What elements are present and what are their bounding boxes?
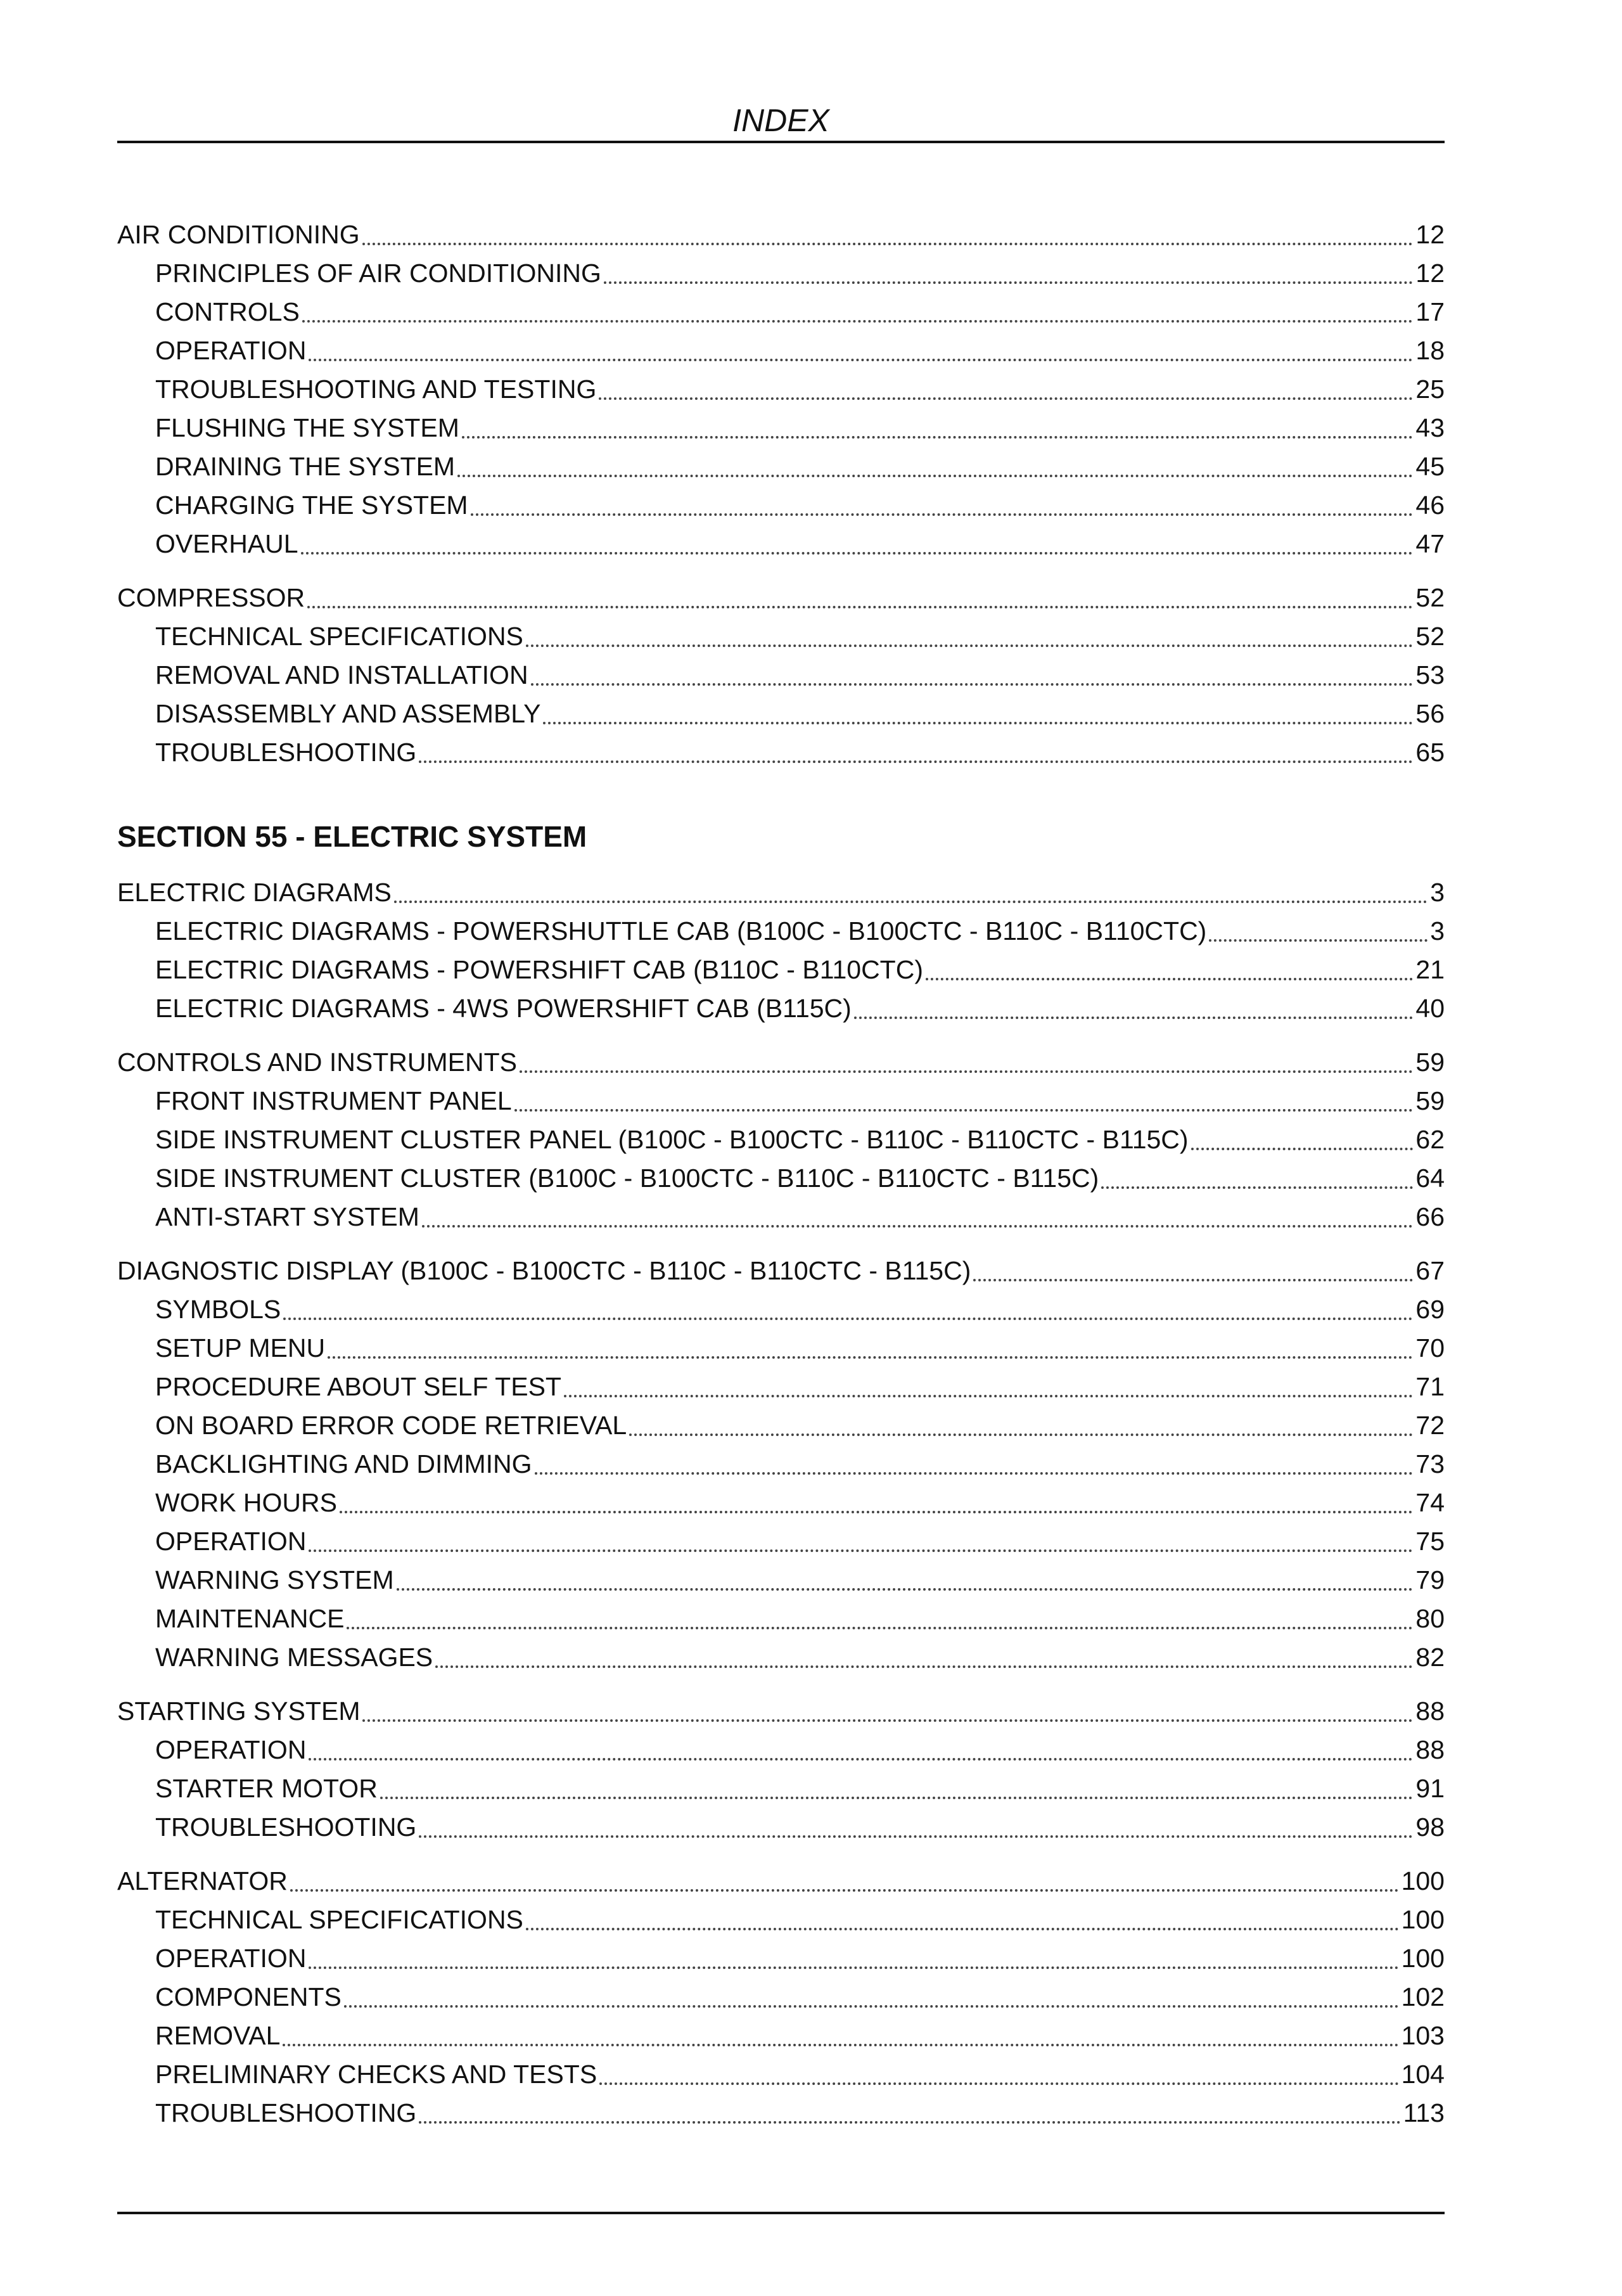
entry-title: AIR CONDITIONING xyxy=(117,220,360,249)
dot-leader xyxy=(347,1627,1413,1629)
toc-group xyxy=(117,215,1445,563)
entry-title: ANTI-START SYSTEM xyxy=(155,1202,419,1231)
dot-leader xyxy=(926,978,1413,980)
entry-title: ELECTRIC DIAGRAMS xyxy=(117,878,392,907)
dot-leader xyxy=(471,513,1414,516)
dot-leader xyxy=(309,1549,1413,1552)
page-number: 17 xyxy=(1415,297,1445,326)
toc-entry[interactable] xyxy=(117,579,1445,617)
page-number: 69 xyxy=(1415,1295,1445,1324)
toc-group xyxy=(117,1252,1445,1677)
entry-title: FLUSHING THE SYSTEM xyxy=(155,413,459,442)
page-number: 3 xyxy=(1430,916,1445,946)
entry-title: MAINTENANCE xyxy=(155,1604,345,1633)
toc-subentry[interactable] xyxy=(117,1329,1445,1368)
toc-subentry[interactable] xyxy=(117,1939,1445,1978)
entry-title: SIDE INSTRUMENT CLUSTER (B100C - B100CTC - B110C - B110CTC - B115C) xyxy=(155,1164,1099,1193)
entry-title: FRONT INSTRUMENT PANEL xyxy=(155,1086,512,1115)
toc-subentry[interactable] xyxy=(117,1120,1445,1159)
toc-subentry[interactable] xyxy=(117,1638,1445,1677)
dot-leader xyxy=(543,722,1413,724)
dot-leader xyxy=(301,552,1414,555)
page-number: 102 xyxy=(1401,1982,1445,2011)
page-number: 66 xyxy=(1415,1202,1445,1231)
toc-group xyxy=(117,1692,1445,1847)
entry-title: COMPRESSOR xyxy=(117,583,305,612)
dot-leader xyxy=(302,320,1414,323)
toc-subentry[interactable] xyxy=(117,1561,1445,1600)
dot-leader xyxy=(309,359,1413,361)
toc-subentry[interactable] xyxy=(117,1522,1445,1561)
entry-title: CONTROLS xyxy=(155,297,300,326)
entry-title: DIAGNOSTIC DISPLAY (B100C - B100CTC - B110C - B110CTC - B115C) xyxy=(117,1256,971,1285)
entry-title: ELECTRIC DIAGRAMS - 4WS POWERSHIFT CAB (B115C) xyxy=(155,994,852,1023)
page-number: 79 xyxy=(1415,1565,1445,1594)
page-number: 71 xyxy=(1415,1372,1445,1401)
page-number: 100 xyxy=(1401,1944,1445,1973)
toc-subentry[interactable] xyxy=(117,1159,1445,1198)
toc-subentry[interactable] xyxy=(117,1406,1445,1445)
toc-subentry[interactable] xyxy=(117,331,1445,370)
dot-leader xyxy=(290,1889,1399,1892)
toc-subentry[interactable] xyxy=(117,254,1445,293)
dot-leader xyxy=(1209,939,1427,942)
page-number: 65 xyxy=(1415,738,1445,767)
page-number: 88 xyxy=(1415,1696,1445,1726)
page-number: 12 xyxy=(1415,220,1445,249)
dot-leader xyxy=(362,243,1414,245)
toc-groups-section-55 xyxy=(117,873,1445,2132)
page-number: 74 xyxy=(1415,1488,1445,1517)
entry-title: CONTROLS AND INSTRUMENTS xyxy=(117,1048,517,1077)
dot-leader xyxy=(531,683,1414,686)
toc-subentry[interactable] xyxy=(117,1769,1445,1808)
entry-title: PRELIMINARY CHECKS AND TESTS xyxy=(155,2060,597,2089)
page-number: 91 xyxy=(1415,1774,1445,1803)
toc-entry[interactable] xyxy=(117,215,1445,254)
dot-leader xyxy=(564,1395,1413,1397)
page-number: 62 xyxy=(1415,1125,1445,1154)
page-number: 103 xyxy=(1401,2021,1445,2050)
page-number: 88 xyxy=(1415,1735,1445,1764)
dot-leader xyxy=(422,1225,1414,1228)
toc-entry[interactable] xyxy=(117,1252,1445,1290)
toc-subentry[interactable] xyxy=(117,2094,1445,2132)
toc-group xyxy=(117,873,1445,1028)
toc-subentry[interactable] xyxy=(117,370,1445,409)
dot-leader xyxy=(380,1797,1414,1799)
toc-subentry[interactable] xyxy=(117,1600,1445,1638)
page-number: 75 xyxy=(1415,1527,1445,1556)
toc-subentry[interactable] xyxy=(117,525,1445,563)
page-number: 64 xyxy=(1415,1164,1445,1193)
toc-subentry[interactable] xyxy=(117,733,1445,772)
entry-title: DRAINING THE SYSTEM xyxy=(155,452,456,481)
toc-entry[interactable] xyxy=(117,873,1445,912)
entry-title: DISASSEMBLY AND ASSEMBLY xyxy=(155,699,541,728)
dot-leader xyxy=(520,1070,1413,1073)
toc-subentry[interactable] xyxy=(117,486,1445,525)
entry-title: TROUBLESHOOTING xyxy=(155,2098,417,2127)
page-number: 53 xyxy=(1415,660,1445,689)
entry-title: ON BOARD ERROR CODE RETRIEVAL xyxy=(155,1411,627,1440)
toc-subentry[interactable] xyxy=(117,1978,1445,2017)
dot-leader xyxy=(604,281,1413,284)
entry-title: TROUBLESHOOTING xyxy=(155,738,417,767)
dot-leader xyxy=(362,1719,1413,1722)
entry-title: WARNING SYSTEM xyxy=(155,1565,394,1594)
entry-title: TECHNICAL SPECIFICATIONS xyxy=(155,1905,523,1934)
entry-title: PROCEDURE ABOUT SELF TEST xyxy=(155,1372,561,1401)
page-number: 98 xyxy=(1415,1812,1445,1842)
entry-title: ELECTRIC DIAGRAMS - POWERSHUTTLE CAB (B100C - B100CTC - B110C - B110CTC) xyxy=(155,916,1207,946)
page-number: 45 xyxy=(1415,452,1445,481)
toc-subentry[interactable] xyxy=(117,2017,1445,2055)
toc-subentry[interactable] xyxy=(117,1901,1445,1939)
page-number: 47 xyxy=(1415,529,1445,558)
dot-leader xyxy=(394,901,1427,903)
entry-title: PRINCIPLES OF AIR CONDITIONING xyxy=(155,259,601,288)
dot-leader xyxy=(397,1588,1414,1591)
page-number: 25 xyxy=(1415,375,1445,404)
dot-leader xyxy=(1101,1186,1413,1189)
page-number: 113 xyxy=(1403,2098,1445,2127)
page-number: 104 xyxy=(1401,2060,1445,2089)
entry-title: OPERATION xyxy=(155,336,307,365)
entry-title: SETUP MENU xyxy=(155,1333,326,1363)
dot-leader xyxy=(435,1665,1413,1668)
entry-title: CHARGING THE SYSTEM xyxy=(155,491,468,520)
page-number: 18 xyxy=(1415,336,1445,365)
dot-leader xyxy=(526,1928,1399,1930)
toc-entry[interactable] xyxy=(117,1043,1445,1082)
toc-subentry[interactable] xyxy=(117,951,1445,989)
entry-title: OPERATION xyxy=(155,1944,307,1973)
page-number: 40 xyxy=(1415,994,1445,1023)
toc-subentry[interactable] xyxy=(117,409,1445,447)
dot-leader xyxy=(283,1318,1413,1320)
page-number: 56 xyxy=(1415,699,1445,728)
page-number: 59 xyxy=(1415,1086,1445,1115)
toc-subentry[interactable] xyxy=(117,695,1445,733)
dot-leader xyxy=(1191,1148,1414,1150)
page-number: 100 xyxy=(1401,1905,1445,1934)
page-number: 100 xyxy=(1401,1866,1445,1895)
entry-title: WARNING MESSAGES xyxy=(155,1643,433,1672)
entry-title: TROUBLESHOOTING AND TESTING xyxy=(155,375,597,404)
dot-leader xyxy=(457,475,1413,477)
dot-leader xyxy=(309,1966,1398,1969)
page-number: 21 xyxy=(1415,955,1445,984)
entry-title: ELECTRIC DIAGRAMS - POWERSHIFT CAB (B110C - B110CTC) xyxy=(155,955,923,984)
dot-leader xyxy=(309,1758,1413,1760)
dot-leader xyxy=(328,1356,1413,1359)
toc-subentry[interactable] xyxy=(117,293,1445,331)
entry-title: OVERHAUL xyxy=(155,529,298,558)
page-title: INDEX xyxy=(732,103,829,138)
toc-subentry[interactable] xyxy=(117,2055,1445,2094)
entry-title: REMOVAL xyxy=(155,2021,281,2050)
section-heading: SECTION 55 - ELECTRIC SYSTEM xyxy=(117,820,587,853)
dot-leader xyxy=(419,1835,1413,1838)
entry-title: TROUBLESHOOTING xyxy=(155,1812,417,1842)
dot-leader xyxy=(514,1109,1414,1112)
entry-title: SIDE INSTRUMENT CLUSTER PANEL (B100C - B100CTC - B110C - B110CTC - B115C) xyxy=(155,1125,1189,1154)
page-number: 67 xyxy=(1415,1256,1445,1285)
toc-subentry[interactable] xyxy=(117,1808,1445,1847)
entry-title: STARTING SYSTEM xyxy=(117,1696,361,1726)
page-number: 52 xyxy=(1415,622,1445,651)
toc-subentry[interactable] xyxy=(117,912,1445,951)
page-number: 3 xyxy=(1430,878,1445,907)
toc-subentry[interactable] xyxy=(117,617,1445,656)
dot-leader xyxy=(344,2005,1399,2008)
dot-leader xyxy=(283,2044,1398,2046)
page-number: 80 xyxy=(1415,1604,1445,1633)
toc-group xyxy=(117,579,1445,772)
entry-title: OPERATION xyxy=(155,1527,307,1556)
entry-title: BACKLIGHTING AND DIMMING xyxy=(155,1449,532,1478)
dot-leader xyxy=(462,436,1413,439)
dot-leader xyxy=(535,1472,1414,1475)
page-number: 46 xyxy=(1415,491,1445,520)
dot-leader xyxy=(973,1279,1413,1281)
entry-title: WORK HOURS xyxy=(155,1488,337,1517)
dot-leader xyxy=(629,1433,1413,1436)
dot-leader xyxy=(599,397,1413,400)
page-number: 59 xyxy=(1415,1048,1445,1077)
table-of-contents xyxy=(117,215,1445,2148)
toc-groups-before-section xyxy=(117,215,1445,772)
toc-group xyxy=(117,1043,1445,1236)
toc-subentry[interactable] xyxy=(117,1198,1445,1236)
page-number: 72 xyxy=(1415,1411,1445,1440)
toc-entry[interactable] xyxy=(117,1692,1445,1731)
dot-leader xyxy=(419,2121,1400,2124)
footer-rule xyxy=(117,2212,1445,2214)
entry-title: STARTER MOTOR xyxy=(155,1774,378,1803)
dot-leader xyxy=(340,1511,1413,1513)
toc-subentry[interactable] xyxy=(117,1484,1445,1522)
toc-subentry[interactable] xyxy=(117,989,1445,1028)
entry-title: SYMBOLS xyxy=(155,1295,281,1324)
toc-subentry[interactable] xyxy=(117,656,1445,695)
toc-group xyxy=(117,1862,1445,2132)
header-rule xyxy=(117,141,1445,143)
page-number: 73 xyxy=(1415,1449,1445,1478)
page-number: 12 xyxy=(1415,259,1445,288)
dot-leader xyxy=(599,2082,1398,2085)
toc-subentry[interactable] xyxy=(117,447,1445,486)
dot-leader xyxy=(854,1017,1414,1019)
toc-subentry[interactable] xyxy=(117,1445,1445,1484)
entry-title: COMPONENTS xyxy=(155,1982,342,2011)
entry-title: TECHNICAL SPECIFICATIONS xyxy=(155,622,523,651)
entry-title: OPERATION xyxy=(155,1735,307,1764)
toc-subentry[interactable] xyxy=(117,1082,1445,1120)
entry-title: ALTERNATOR xyxy=(117,1866,288,1895)
page-number: 52 xyxy=(1415,583,1445,612)
page-number: 70 xyxy=(1415,1333,1445,1363)
dot-leader xyxy=(526,645,1413,647)
toc-entry[interactable] xyxy=(117,1862,1445,1901)
dot-leader xyxy=(419,760,1413,763)
toc-subentry[interactable] xyxy=(117,1368,1445,1406)
entry-title: REMOVAL AND INSTALLATION xyxy=(155,660,528,689)
toc-subentry[interactable] xyxy=(117,1290,1445,1329)
page-number: 43 xyxy=(1415,413,1445,442)
page-number: 82 xyxy=(1415,1643,1445,1672)
toc-subentry[interactable] xyxy=(117,1731,1445,1769)
dot-leader xyxy=(307,606,1413,608)
